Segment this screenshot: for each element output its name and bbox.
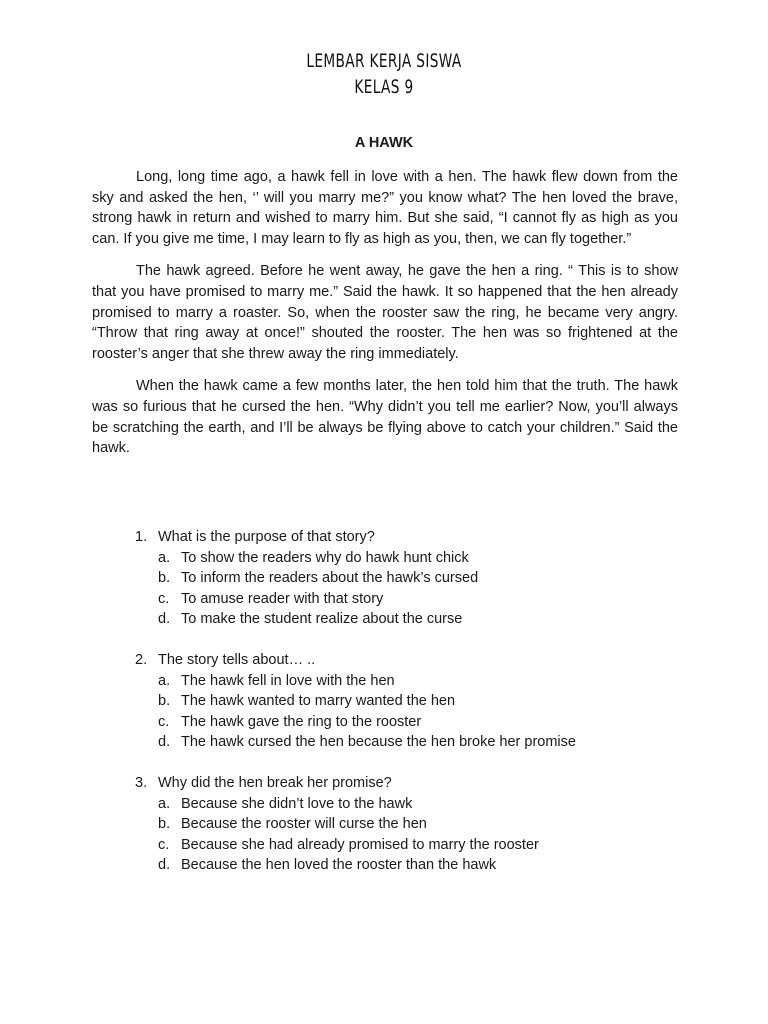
option-letter: a. [158, 549, 171, 566]
question-2 [135, 650, 655, 753]
option-text: To make the student realize about the curse [181, 611, 463, 628]
answer-option [135, 814, 655, 835]
answer-option [135, 732, 655, 753]
story-paragraph: When the hawk came a few months later, the hen told him that the truth. The hawk was so furious that he cursed the hen. “Why didn’t you tell me earlier? Now, you’ll always be scratching the earth, and I’ll be always be flying above to catch your children.” Said the hawk. [92, 378, 678, 457]
option-letter: c. [158, 713, 170, 730]
question-1 [135, 527, 655, 630]
worksheet-title: LEMBAR KERJA SISWA [306, 50, 462, 72]
option-text: To amuse reader with that story [181, 590, 384, 607]
answer-option [135, 691, 655, 712]
option-letter: c. [158, 590, 170, 607]
option-letter: b. [158, 693, 171, 710]
option-text: The hawk wanted to marry wanted the hen [181, 693, 456, 710]
answer-option [135, 671, 655, 692]
question-text: Why did the hen break her promise? [158, 774, 392, 791]
question-number: 1. [135, 529, 148, 545]
option-text: Because the rooster will curse the hen [181, 816, 427, 833]
story-title: A HAWK [354, 135, 414, 151]
option-letter: d. [158, 734, 171, 751]
question-text: The story tells about… .. [158, 651, 316, 668]
option-text: Because she had already promised to marry the rooster [181, 836, 539, 853]
answer-option [135, 794, 655, 815]
option-text: To inform the readers about the hawk’s cursed [181, 570, 479, 587]
answer-option [135, 609, 655, 630]
option-letter: c. [158, 836, 170, 853]
question-text: What is the purpose of that story? [158, 529, 375, 545]
answer-option [135, 589, 655, 610]
option-text: Because she didn’t love to the hawk [181, 795, 413, 812]
answer-option [135, 568, 655, 589]
answer-option [135, 855, 655, 876]
question-number: 3. [135, 774, 148, 791]
option-letter: b. [158, 816, 171, 833]
answer-option [135, 548, 655, 569]
option-letter: d. [158, 611, 171, 628]
option-text: The hawk fell in love with the hen [181, 672, 395, 689]
option-letter: a. [158, 795, 171, 812]
question-list [135, 527, 655, 896]
option-text: The hawk gave the ring to the rooster [181, 713, 422, 730]
answer-option [135, 712, 655, 733]
option-text: To show the readers why do hawk hunt chick [181, 549, 469, 566]
option-letter: a. [158, 672, 171, 689]
class-label: KELAS 9 [354, 76, 414, 98]
story-paragraph: The hawk agreed. Before he went away, he gave the hen a ring. “ This is to show that you have promised to marry me.” Said the hawk. It so happened that the hen already promised to marry a roaster. So, when the rooster saw the ring, he became very angry. “Throw that ring away at once!” shouted the rooster. The hen was so frightened at the rooster’s anger that she threw away the ring immediately. [92, 263, 678, 362]
story-text [92, 167, 678, 471]
story-paragraph: Long, long time ago, a hawk fell in love with a hen. The hawk flew down from the sky and asked the hen, ‘’ will you marry me?” you know what? The hen loved the brave, strong hawk in return and wished to marry him. But she said, “I cannot fly as high as you can. If you give me time, I may learn to fly as high as you, then, we can fly together.” [92, 169, 678, 247]
option-letter: b. [158, 570, 171, 587]
option-text: The hawk cursed the hen because the hen broke her promise [181, 734, 576, 751]
question-number: 2. [135, 651, 148, 668]
answer-option [135, 835, 655, 856]
option-text: Because the hen loved the rooster than the hawk [181, 857, 497, 874]
question-3 [135, 773, 655, 876]
option-letter: d. [158, 857, 171, 874]
